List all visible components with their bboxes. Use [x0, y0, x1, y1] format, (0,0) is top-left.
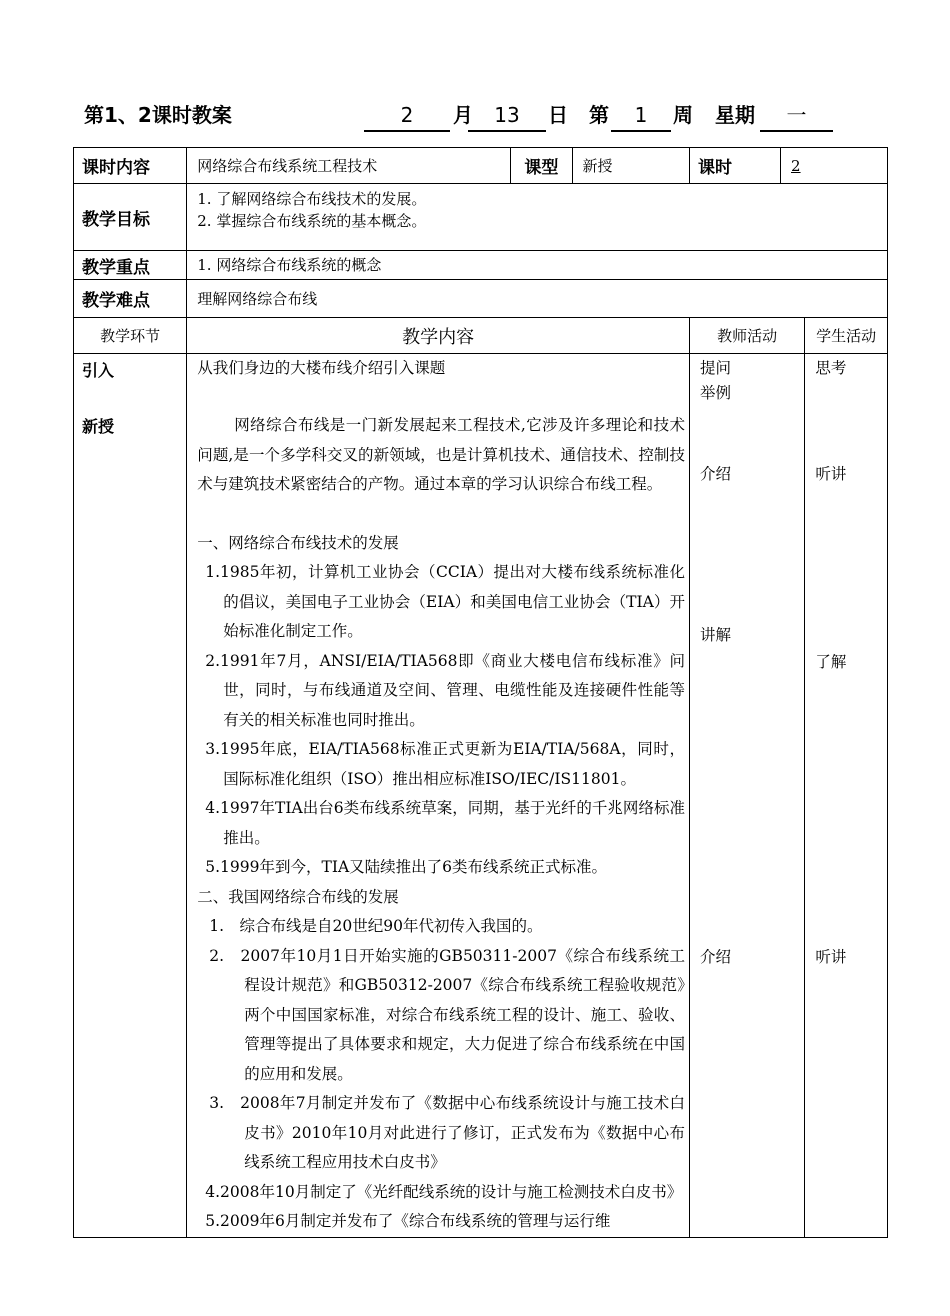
teacher-column-header: 教师活动: [690, 318, 805, 354]
type-label: 课型: [511, 148, 572, 184]
teaching-content: [187, 354, 690, 1238]
week-value: 1: [611, 100, 671, 132]
section-heading: 一、网络综合布线技术的发展: [197, 533, 399, 552]
section-heading: 二、我国网络综合布线的发展: [197, 887, 399, 906]
stage-column: [74, 354, 187, 1238]
student-activity: 听讲: [815, 948, 847, 966]
month-value: 2: [364, 100, 450, 132]
teacher-activity: 举例: [700, 384, 732, 402]
lesson-plan-table: [73, 147, 888, 1238]
list-item: 1. 综合布线是自20世纪90年代初传入我国的。: [209, 917, 543, 935]
student-activity: 了解: [815, 653, 847, 671]
month-label: 月: [453, 103, 473, 127]
key-label: 教学重点: [74, 251, 187, 280]
teacher-activity: 提问: [700, 359, 732, 377]
weekday-label: 星期: [715, 103, 755, 127]
list-item: 4.1997年TIA出台6类布线系统草案，同期，基于光纤的千兆网络标准推出。: [205, 799, 685, 847]
key-value: 1. 网络综合布线系统的概念: [187, 251, 888, 280]
student-column-header: 学生活动: [805, 318, 888, 354]
goal-item: 1. 了解网络综合布线技术的发展。: [197, 190, 427, 208]
student-activities: [805, 354, 888, 1238]
difficulty-value: 理解网络综合布线: [187, 280, 888, 318]
day-value: 13: [468, 100, 546, 132]
list-item: 4.2008年10月制定了《光纤配线系统的设计与施工检测技术白皮书》: [205, 1182, 683, 1201]
hours-label: 课时: [690, 148, 781, 184]
stage-column-header: 教学环节: [74, 318, 187, 354]
student-activity: 思考: [815, 359, 847, 377]
stage-intro: 引入: [82, 361, 115, 380]
type-value: 新授: [572, 148, 689, 184]
teacher-activity: 介绍: [700, 465, 732, 483]
content-value: 网络综合布线系统工程技术: [187, 148, 511, 184]
content-paragraph: 网络综合布线是一门新发展起来工程技术,它涉及许多理论和技术问题,是一个多学科交叉的新领域，也是计算机技术、通信技术、控制技术与建筑技术紧密结合的产物。通过本章的学习认识综合布线工程。: [197, 416, 685, 493]
list-item: 2.1991年7月，ANSI/EIA/TIA568即《商业大楼电信布线标准》问世，同时，与布线通道及空间、管理、电缆性能及连接硬件性能等有关的相关标准也同时推出。: [205, 651, 685, 729]
difficulty-label: 教学难点: [74, 280, 187, 318]
teacher-activities: [690, 354, 805, 1238]
list-item: 3.1995年底，EIA/TIA568标准正式更新为EIA/TIA/568A，同时，国际标准化组织（ISO）推出相应标准ISO/IEC/IS11801。: [205, 740, 685, 788]
teacher-activity: 介绍: [700, 948, 732, 966]
goals-list: [187, 184, 888, 251]
list-item: 1.1985年初，计算机工业协会（CCIA）提出对大楼布线系统标准化的倡议，美国电子工业协会（EIA）和美国电信工业协会（TIA）开始标准化制定工作。: [205, 563, 685, 640]
list-item: 5.1999年到今，TIA又陆续推出了6类布线系统正式标准。: [205, 858, 608, 876]
student-activity: 听讲: [815, 465, 847, 483]
stage-new: 新授: [82, 417, 115, 436]
week-label: 周: [673, 103, 693, 127]
intro-line: 从我们身边的大楼布线介绍引入课题: [197, 359, 446, 377]
page-header: [84, 100, 844, 134]
list-item: 3. 2008年7月制定并发布了《数据中心布线系统设计与施工技术白皮书》2010年10月对此进行了修订，正式发布为《数据中心布线系统工程应用技术白皮书》: [209, 1094, 685, 1171]
content-column-header: 教学内容: [187, 318, 690, 354]
content-label: 课时内容: [74, 148, 187, 184]
day-label: 日: [548, 103, 568, 127]
goal-item: 2. 掌握综合布线系统的基本概念。: [197, 212, 427, 230]
list-item: 2. 2007年10月1日开始实施的GB50311-2007《综合布线系统工程设计规范》和GB50312-2007《综合布线系统工程验收规范》两个中国国家标准，对综合布线系统工程的设计、施工、验收、管理等提出了具体要求和规定，大力促进了综合布线系统在中国的应用和发展。: [209, 946, 685, 1083]
hours-value: 2: [781, 148, 888, 184]
weekday-value: 一: [760, 100, 833, 132]
teacher-activity: 讲解: [700, 626, 732, 644]
page-title: 第1、2课时教案: [84, 103, 232, 127]
goals-label: 教学目标: [74, 184, 187, 251]
week-prefix: 第: [589, 103, 609, 127]
list-item: 5.2009年6月制定并发布了《综合布线系统的管理与运行维: [205, 1212, 611, 1230]
